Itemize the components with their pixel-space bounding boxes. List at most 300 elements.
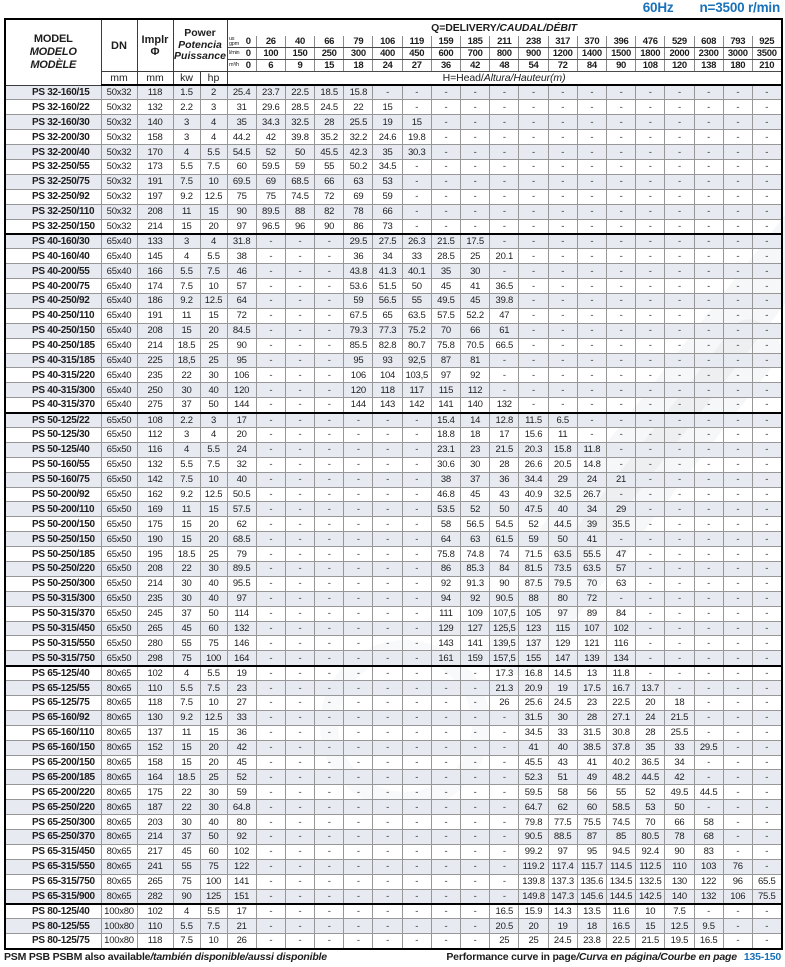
head-value-cell: 21 — [606, 472, 635, 487]
head-value-cell: 76 — [723, 859, 752, 874]
head-value-cell: 29 — [548, 472, 577, 487]
head-value-cell: - — [285, 562, 314, 577]
head-value-cell: - — [694, 800, 723, 815]
head-value-cell: - — [344, 621, 373, 636]
kw-cell: 30 — [173, 591, 200, 606]
head-value-cell: - — [636, 413, 665, 428]
head-value-cell: - — [490, 145, 519, 160]
head-value-cell: - — [636, 487, 665, 502]
head-value-cell: 139.8 — [519, 874, 548, 889]
head-value-cell: 137 — [519, 636, 548, 651]
hp-cell: 7.5 — [200, 919, 227, 934]
table-row — [5, 100, 782, 115]
head-value-cell: - — [256, 368, 285, 383]
head-value-cell: - — [315, 338, 344, 353]
head-value-cell: - — [315, 234, 344, 249]
head-value-cell: 65.5 — [752, 874, 781, 889]
head-value-cell: - — [431, 934, 460, 949]
head-value-cell: 134 — [606, 651, 635, 666]
kw-cell: 4 — [173, 666, 200, 681]
head-value-cell: - — [431, 666, 460, 681]
implr-column-header: Implr Φ — [137, 19, 173, 72]
head-value-cell: 11.6 — [606, 904, 635, 919]
dn-cell: 65x40 — [101, 308, 137, 323]
head-value-cell: 96 — [285, 219, 314, 234]
dn-cell: 100x80 — [101, 934, 137, 949]
head-value-cell: 18.8 — [431, 427, 460, 442]
q-value-cell: 3000 — [723, 48, 752, 60]
head-value-cell: 66 — [461, 323, 490, 338]
table-row — [5, 442, 782, 457]
table-row — [5, 562, 782, 577]
head-value-cell: - — [636, 249, 665, 264]
head-value-cell: 31 — [227, 100, 256, 115]
head-value-cell: - — [752, 502, 781, 517]
head-value-cell: 73.5 — [548, 562, 577, 577]
head-value-cell: - — [548, 308, 577, 323]
q-value-cell: 48 — [490, 60, 519, 72]
head-value-cell: - — [519, 293, 548, 308]
head-value-cell: - — [723, 398, 752, 413]
head-value-cell: 112 — [461, 383, 490, 398]
head-value-cell: 12.5 — [665, 919, 694, 934]
head-value-cell: 114 — [227, 606, 256, 621]
model-cell: PS 50-315/450 — [5, 621, 101, 636]
implr-cell: 191 — [137, 174, 173, 189]
head-value-cell: 33 — [402, 249, 431, 264]
kw-cell: 45 — [173, 621, 200, 636]
head-value-cell: - — [344, 696, 373, 711]
table-row — [5, 621, 782, 636]
kw-cell: 2.2 — [173, 413, 200, 428]
head-value-cell: - — [402, 427, 431, 442]
head-value-cell: - — [723, 115, 752, 130]
head-value-cell: 92 — [461, 591, 490, 606]
head-value-cell: - — [723, 681, 752, 696]
head-value-cell: 142.5 — [636, 889, 665, 904]
head-value-cell: - — [606, 219, 635, 234]
head-value-cell: - — [373, 621, 402, 636]
head-value-cell: - — [752, 651, 781, 666]
head-value-cell: - — [665, 606, 694, 621]
head-value-cell: 95.5 — [227, 576, 256, 591]
head-value-cell: - — [752, 457, 781, 472]
q-value-cell: 159 — [431, 36, 460, 48]
head-value-cell: 12.8 — [490, 413, 519, 428]
head-value-cell: - — [344, 681, 373, 696]
table-row — [5, 591, 782, 606]
head-value-cell: 44.5 — [694, 785, 723, 800]
head-value-cell: - — [752, 666, 781, 681]
head-value-cell: 29.5 — [344, 234, 373, 249]
head-value-cell: - — [373, 830, 402, 845]
head-value-cell: 58 — [431, 517, 460, 532]
availability-note: PSM PSB PSBM also available/también disponible/aussi disponible — [4, 951, 327, 963]
head-value-cell: - — [431, 770, 460, 785]
head-value-cell: 52 — [227, 770, 256, 785]
hp-cell: 20 — [200, 517, 227, 532]
head-value-cell: 48.2 — [606, 770, 635, 785]
head-value-cell: - — [373, 800, 402, 815]
head-value-cell: 68 — [694, 830, 723, 845]
head-value-cell: - — [490, 383, 519, 398]
head-value-cell: - — [577, 100, 606, 115]
implr-cell: 187 — [137, 800, 173, 815]
head-value-cell: 40 — [548, 502, 577, 517]
model-cell: PS 40-315/370 — [5, 398, 101, 413]
head-value-cell: - — [431, 904, 460, 919]
head-value-cell: - — [723, 427, 752, 442]
q-value-cell: 84 — [577, 60, 606, 72]
head-value-cell: 119.2 — [519, 859, 548, 874]
head-value-cell: - — [344, 457, 373, 472]
q-value-cell: 211 — [490, 36, 519, 48]
head-value-cell: 37.8 — [606, 740, 635, 755]
head-value-cell: - — [606, 249, 635, 264]
table-row — [5, 398, 782, 413]
head-value-cell: - — [461, 904, 490, 919]
head-value-cell: 110 — [665, 859, 694, 874]
page-range-link[interactable]: 135-150 — [743, 951, 781, 963]
head-value-cell: - — [315, 844, 344, 859]
kw-cell: 4 — [173, 904, 200, 919]
head-value-cell: 24 — [636, 710, 665, 725]
head-value-cell: 22.5 — [606, 696, 635, 711]
head-value-cell: 46.8 — [431, 487, 460, 502]
head-value-cell: - — [344, 547, 373, 562]
head-value-cell: 22.5 — [606, 934, 635, 949]
head-value-cell: - — [402, 889, 431, 904]
head-value-cell: 90 — [490, 576, 519, 591]
table-row — [5, 844, 782, 859]
head-value-cell: 21.5 — [665, 710, 694, 725]
head-value-cell: - — [373, 785, 402, 800]
head-value-cell: - — [344, 889, 373, 904]
q-value-cell: 210 — [752, 60, 781, 72]
head-value-cell: 102 — [606, 621, 635, 636]
head-value-cell: - — [723, 383, 752, 398]
head-value-cell: - — [344, 830, 373, 845]
head-value-cell: - — [461, 219, 490, 234]
head-value-cell: - — [256, 740, 285, 755]
head-value-cell: 50.5 — [227, 487, 256, 502]
head-value-cell: - — [285, 904, 314, 919]
kw-cell: 55 — [173, 636, 200, 651]
model-cell: PS 32-250/110 — [5, 204, 101, 219]
hp-cell: 4 — [200, 115, 227, 130]
head-value-cell: 87 — [431, 353, 460, 368]
head-value-cell: - — [694, 219, 723, 234]
dn-cell: 65x40 — [101, 249, 137, 264]
head-value-cell: 56 — [577, 785, 606, 800]
head-value-cell: - — [636, 308, 665, 323]
head-value-cell: - — [752, 174, 781, 189]
head-value-cell: - — [402, 904, 431, 919]
head-value-cell: - — [256, 338, 285, 353]
table-row — [5, 130, 782, 145]
model-cell: PS 80-125/40 — [5, 904, 101, 919]
head-value-cell: 18 — [461, 427, 490, 442]
head-value-cell: 159 — [461, 651, 490, 666]
hp-cell: 25 — [200, 547, 227, 562]
head-value-cell: 18 — [577, 919, 606, 934]
head-value-cell: - — [723, 174, 752, 189]
head-value-cell: - — [285, 696, 314, 711]
head-value-cell: - — [315, 576, 344, 591]
hp-cell: 10 — [200, 174, 227, 189]
model-cell: PS 50-250/220 — [5, 562, 101, 577]
head-value-cell: - — [461, 710, 490, 725]
head-value-cell: 34 — [665, 755, 694, 770]
head-value-cell: 17.5 — [577, 681, 606, 696]
head-value-cell: - — [752, 934, 781, 949]
head-value-cell: - — [519, 100, 548, 115]
head-value-cell: - — [402, 874, 431, 889]
head-value-cell: 36.5 — [636, 755, 665, 770]
head-value-cell: - — [490, 204, 519, 219]
head-value-cell: 59 — [373, 189, 402, 204]
head-value-cell: - — [490, 755, 519, 770]
head-value-cell: - — [752, 234, 781, 249]
head-value-cell: - — [285, 249, 314, 264]
head-value-cell: 56.5 — [373, 293, 402, 308]
head-value-cell: - — [606, 159, 635, 174]
head-value-cell: - — [344, 636, 373, 651]
head-value-cell: - — [285, 621, 314, 636]
head-value-cell: 99.2 — [519, 844, 548, 859]
head-value-cell: - — [723, 100, 752, 115]
head-value-cell: - — [490, 844, 519, 859]
head-value-cell: - — [402, 413, 431, 428]
head-value-cell: - — [723, 785, 752, 800]
head-value-cell: - — [694, 591, 723, 606]
head-value-cell: - — [752, 115, 781, 130]
q-value-cell: 793 — [723, 36, 752, 48]
kw-cell: 11 — [173, 725, 200, 740]
head-value-cell: 50 — [548, 532, 577, 547]
head-value-cell: - — [461, 130, 490, 145]
head-value-cell: - — [344, 859, 373, 874]
head-value-cell: - — [636, 383, 665, 398]
head-value-cell: 38 — [431, 472, 460, 487]
head-value-cell: - — [373, 547, 402, 562]
table-row — [5, 681, 782, 696]
head-value-cell: - — [723, 442, 752, 457]
head-value-cell: 50 — [402, 279, 431, 294]
head-value-cell: - — [519, 189, 548, 204]
model-cell: PS 50-125/30 — [5, 427, 101, 442]
head-value-cell: - — [694, 249, 723, 264]
head-value-cell: - — [606, 398, 635, 413]
dn-cell: 50x32 — [101, 204, 137, 219]
kw-cell: 37 — [173, 830, 200, 845]
head-value-cell: 9.5 — [694, 919, 723, 934]
head-value-cell: - — [315, 934, 344, 949]
dn-cell: 65x50 — [101, 427, 137, 442]
table-row — [5, 308, 782, 323]
implr-cell: 162 — [137, 487, 173, 502]
head-value-cell: - — [694, 457, 723, 472]
table-row — [5, 889, 782, 904]
head-value-cell: - — [723, 651, 752, 666]
head-value-cell: 26 — [227, 934, 256, 949]
head-value-cell: 13.7 — [636, 681, 665, 696]
head-value-cell: - — [548, 249, 577, 264]
implr-cell: 112 — [137, 427, 173, 442]
implr-cell: 132 — [137, 457, 173, 472]
head-value-cell: 54.5 — [490, 517, 519, 532]
head-value-cell: - — [402, 502, 431, 517]
model-cell: PS 50-160/75 — [5, 472, 101, 487]
model-cell: PS 50-125/40 — [5, 442, 101, 457]
head-value-cell: - — [577, 264, 606, 279]
head-value-cell: 79 — [227, 547, 256, 562]
head-value-cell: - — [636, 591, 665, 606]
kw-cell: 3 — [173, 130, 200, 145]
hp-cell: 25 — [200, 353, 227, 368]
head-value-cell: - — [344, 755, 373, 770]
head-value-cell: 15.9 — [519, 904, 548, 919]
dn-cell: 65x50 — [101, 413, 137, 428]
head-value-cell: 28.5 — [285, 100, 314, 115]
q-value-cell: 1200 — [548, 48, 577, 60]
head-value-cell: 25.4 — [227, 85, 256, 100]
head-value-cell: - — [665, 174, 694, 189]
hp-cell: 60 — [200, 621, 227, 636]
q-value-cell: 800 — [490, 48, 519, 60]
head-value-cell: 24.5 — [548, 934, 577, 949]
table-row — [5, 323, 782, 338]
head-value-cell: - — [431, 174, 460, 189]
head-value-cell: 75.8 — [431, 338, 460, 353]
head-value-cell: - — [723, 413, 752, 428]
dn-cell: 80x65 — [101, 696, 137, 711]
head-value-cell: - — [285, 368, 314, 383]
hp-cell: 5.5 — [200, 666, 227, 681]
model-cell: PS 32-160/15 — [5, 85, 101, 100]
model-cell: PS 50-315/300 — [5, 591, 101, 606]
head-value-cell: 26 — [490, 696, 519, 711]
table-row — [5, 472, 782, 487]
head-value-cell: - — [694, 696, 723, 711]
head-value-cell: - — [315, 591, 344, 606]
head-value-cell: - — [461, 874, 490, 889]
head-value-cell: 90.5 — [519, 830, 548, 845]
frequency-label: 60Hz — [642, 0, 674, 15]
head-value-cell: 19.5 — [665, 934, 694, 949]
head-value-cell: - — [694, 517, 723, 532]
head-value-cell: - — [490, 815, 519, 830]
head-value-cell: - — [665, 666, 694, 681]
model-cell: PS 40-160/30 — [5, 234, 101, 249]
head-value-cell: 64 — [431, 532, 460, 547]
head-value-cell: - — [636, 338, 665, 353]
head-value-cell: - — [373, 606, 402, 621]
head-value-cell: - — [285, 785, 314, 800]
head-value-cell: - — [461, 844, 490, 859]
implr-cell: 282 — [137, 889, 173, 904]
head-value-cell: - — [461, 800, 490, 815]
head-value-cell: - — [402, 189, 431, 204]
head-value-cell: - — [402, 472, 431, 487]
hp-cell: 15 — [200, 308, 227, 323]
head-value-cell: - — [315, 785, 344, 800]
head-value-cell: - — [636, 264, 665, 279]
head-value-cell: - — [694, 562, 723, 577]
dn-cell: 50x32 — [101, 145, 137, 160]
head-value-cell: 135.6 — [577, 874, 606, 889]
head-value-cell: 23.1 — [431, 442, 460, 457]
head-value-cell: - — [723, 457, 752, 472]
head-value-cell: 25 — [519, 934, 548, 949]
head-value-cell: - — [431, 130, 460, 145]
head-value-cell: 41 — [519, 740, 548, 755]
head-value-cell: 121 — [577, 636, 606, 651]
table-row — [5, 159, 782, 174]
model-cell: PS 65-250/220 — [5, 800, 101, 815]
head-value-cell: - — [723, 815, 752, 830]
head-value-cell: 63.5 — [402, 308, 431, 323]
hp-cell: 30 — [200, 800, 227, 815]
head-value-cell: - — [373, 755, 402, 770]
head-value-cell: - — [285, 770, 314, 785]
head-value-cell: 41 — [577, 755, 606, 770]
head-value-cell: - — [344, 651, 373, 666]
head-value-cell: 14.5 — [548, 666, 577, 681]
head-value-cell: - — [256, 636, 285, 651]
head-value-cell: 79.3 — [344, 323, 373, 338]
head-value-cell: - — [723, 934, 752, 949]
q-value-cell: 66 — [315, 36, 344, 48]
head-value-cell: - — [519, 145, 548, 160]
head-value-cell: - — [606, 100, 635, 115]
hp-cell: 15 — [200, 725, 227, 740]
dn-cell: 80x65 — [101, 666, 137, 681]
q-value-cell: 370 — [577, 36, 606, 48]
implr-cell: 102 — [137, 904, 173, 919]
head-value-cell: 30.3 — [402, 145, 431, 160]
head-value-cell: - — [519, 130, 548, 145]
kw-cell: 15 — [173, 532, 200, 547]
head-value-cell: 62 — [227, 517, 256, 532]
hp-cell: 40 — [200, 383, 227, 398]
kw-cell: 11 — [173, 204, 200, 219]
kw-cell: 22 — [173, 785, 200, 800]
dn-cell: 65x40 — [101, 323, 137, 338]
head-value-cell: - — [344, 710, 373, 725]
head-value-cell: 157,5 — [490, 651, 519, 666]
head-value-cell: - — [548, 234, 577, 249]
head-value-cell: 34 — [577, 502, 606, 517]
head-value-cell: 22.5 — [285, 85, 314, 100]
head-value-cell: 47 — [490, 308, 519, 323]
implr-cell: 275 — [137, 398, 173, 413]
hp-cell: 4 — [200, 427, 227, 442]
kw-cell: 15 — [173, 219, 200, 234]
kw-unit-label: kw — [173, 72, 200, 86]
model-cell: PS 32-160/30 — [5, 115, 101, 130]
head-value-cell: 20.9 — [519, 681, 548, 696]
implr-cell: 170 — [137, 145, 173, 160]
hp-cell: 25 — [200, 338, 227, 353]
head-value-cell: - — [548, 383, 577, 398]
head-value-cell: - — [694, 293, 723, 308]
head-value-cell: 155 — [519, 651, 548, 666]
head-value-cell: 116 — [606, 636, 635, 651]
head-value-cell: - — [344, 502, 373, 517]
head-value-cell: - — [694, 323, 723, 338]
head-value-cell: 26.3 — [402, 234, 431, 249]
